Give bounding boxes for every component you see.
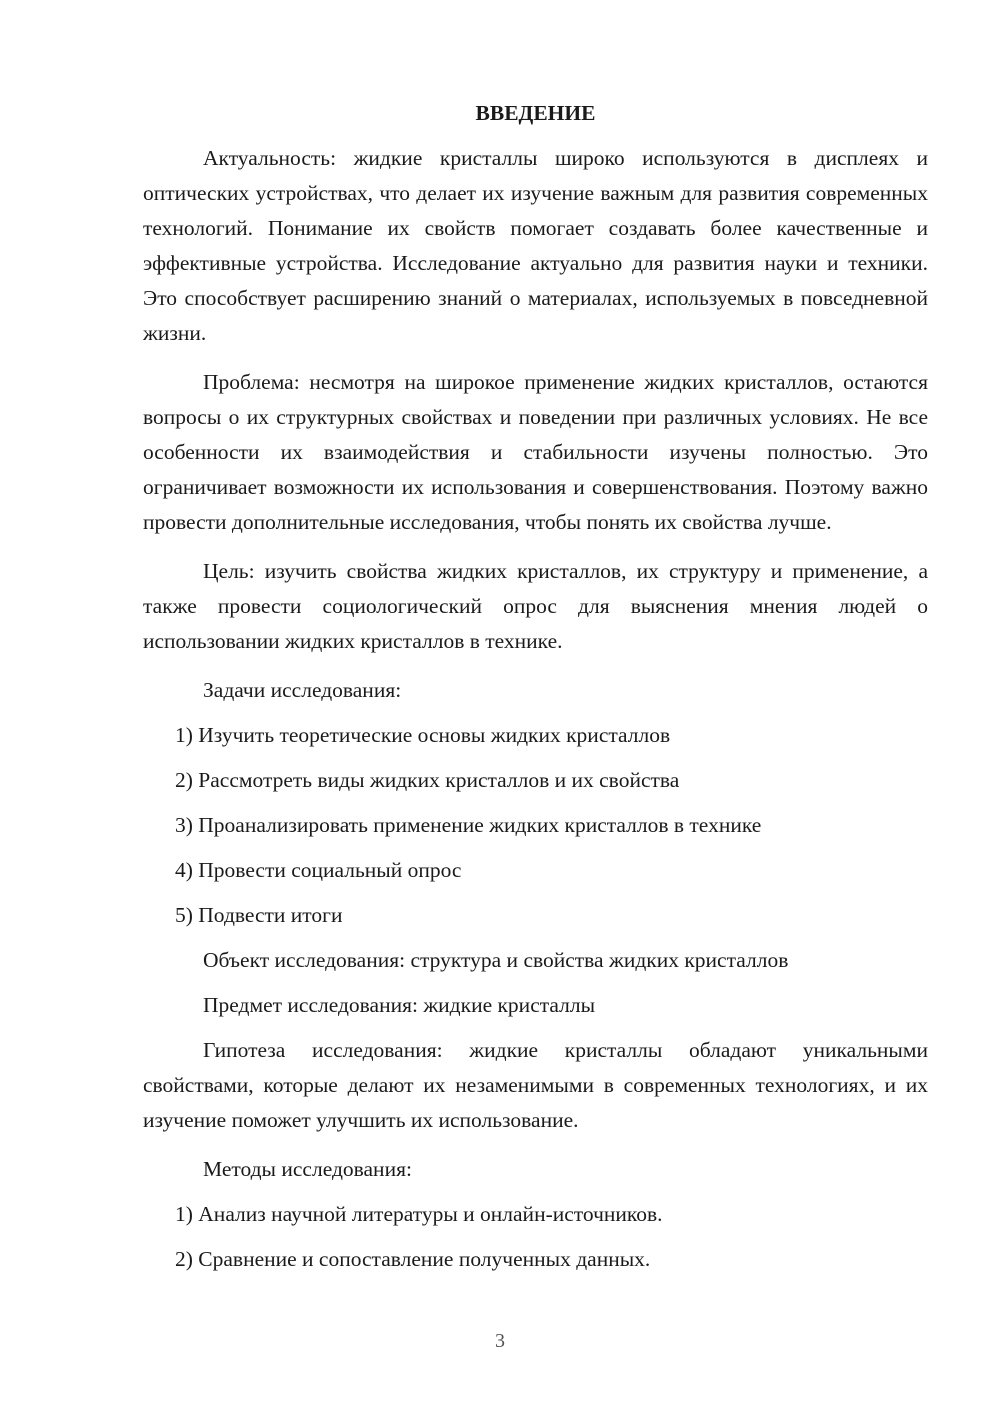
subject-line: Предмет исследования: жидкие кристаллы — [203, 993, 596, 1017]
page-title: ВВЕДЕНИЕ — [475, 101, 596, 125]
page-content — [143, 96, 928, 1287]
list-item: 1) Анализ научной литературы и онлайн-источников. — [175, 1202, 663, 1226]
list-item: 5) Подвести итоги — [175, 903, 343, 927]
problem-paragraph: Проблема: несмотря на широкое применение жидких кристаллов, остаются вопросы о их структурных свойствах и поведении при различных условиях. Не все особенности их взаимодействия и стабильности изучены полностью. Это ограничивает возможности их использования и совершенствования. Поэтому важно провести дополнительные исследования, чтобы понять их свойства лучше. — [143, 370, 928, 534]
tasks-list — [143, 718, 928, 933]
methods-list — [143, 1197, 928, 1277]
list-item: 4) Провести социальный опрос — [175, 858, 462, 882]
list-item: 1) Изучить теоретические основы жидких кристаллов — [175, 723, 671, 747]
list-item: 2) Сравнение и сопоставление полученных данных. — [175, 1247, 651, 1271]
object-line: Объект исследования: структура и свойства жидких кристаллов — [203, 948, 789, 972]
tasks-label: Задачи исследования: — [203, 678, 402, 702]
methods-label: Методы исследования: — [203, 1157, 412, 1181]
list-item: 2) Рассмотреть виды жидких кристаллов и их свойства — [175, 768, 680, 792]
list-item: 3) Проанализировать применение жидких кристаллов в технике — [175, 813, 762, 837]
relevance-paragraph: Актуальность: жидкие кристаллы широко используются в дисплеях и оптических устройствах, что делает их изучение важным для развития современных технологий. Понимание их свойств помогает создавать более качественные и эффективные устройства. Исследование актуально для развития науки и техники. Это способствует расширению знаний о материалах, используемых в повседневной жизни. — [143, 146, 928, 345]
goal-paragraph: Цель: изучить свойства жидких кристаллов, их структуру и применение, а также провести социологический опрос для выяснения мнения людей о использовании жидких кристаллов в технике. — [143, 559, 928, 653]
hypothesis-paragraph: Гипотеза исследования: жидкие кристаллы обладают уникальными свойствами, которые делают их незаменимыми в современных технологиях, и их изучение поможет улучшить их использование. — [143, 1038, 928, 1132]
page-number: 3 — [495, 1330, 505, 1352]
